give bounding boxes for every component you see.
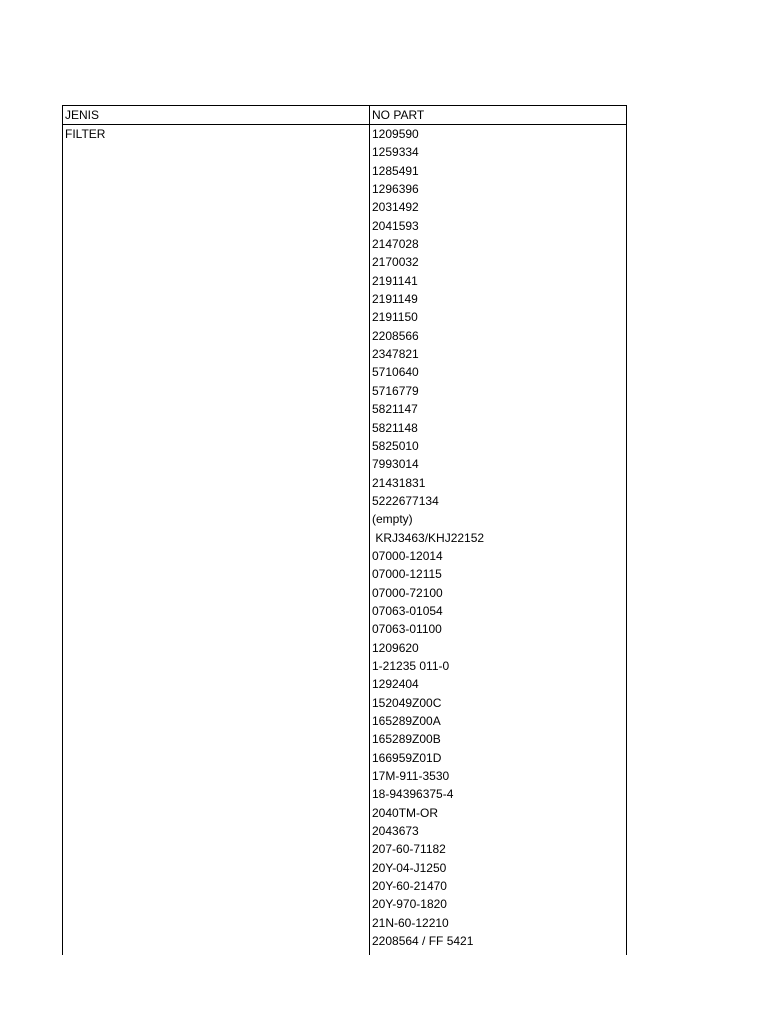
part-number-cell[interactable]: 07063-01054 xyxy=(372,603,443,618)
part-number-cell[interactable]: 2191141 xyxy=(372,273,418,288)
part-number-cell[interactable]: 2031492 xyxy=(372,200,419,215)
part-number-cell[interactable]: 5716779 xyxy=(372,383,419,398)
part-number-cell[interactable]: 2170032 xyxy=(372,255,419,270)
part-number-cell[interactable]: 18-94396375-4 xyxy=(372,787,454,802)
part-number-cell[interactable]: 20Y-60-21470 xyxy=(372,879,447,894)
part-number-cell[interactable]: 2147028 xyxy=(372,237,419,252)
part-number-cell[interactable]: 7993014 xyxy=(372,457,419,472)
category-cell[interactable]: FILTER xyxy=(65,127,106,141)
part-number-cell[interactable]: 1296396 xyxy=(372,182,419,197)
part-number-cell[interactable]: 1259334 xyxy=(372,145,419,160)
part-number-cell[interactable]: 2191150 xyxy=(372,310,418,325)
part-number-cell[interactable]: 21N-60-12210 xyxy=(372,915,449,930)
part-number-list xyxy=(372,125,484,950)
part-number-cell[interactable]: 2347821 xyxy=(372,347,419,362)
part-number-cell[interactable]: 2191149 xyxy=(372,292,418,307)
part-number-cell[interactable]: 165289Z00A xyxy=(372,714,441,728)
header-no-part[interactable]: NO PART xyxy=(372,108,425,122)
part-number-cell[interactable]: (empty) xyxy=(372,512,413,527)
spreadsheet-table xyxy=(62,105,627,955)
part-number-cell[interactable]: 20Y-970-1820 xyxy=(372,897,447,912)
part-number-cell[interactable]: 21431831 xyxy=(372,475,426,490)
column-divider xyxy=(369,106,370,955)
part-number-cell[interactable]: 2040TM-OR xyxy=(372,805,439,820)
part-number-cell[interactable]: 17M-911-3530 xyxy=(372,769,450,784)
part-number-cell[interactable]: 5825010 xyxy=(372,438,419,453)
table-header-row xyxy=(63,106,626,125)
part-number-cell[interactable]: 1209620 xyxy=(372,640,419,655)
part-number-cell[interactable]: 1285491 xyxy=(372,163,419,178)
part-number-cell[interactable]: 1209590 xyxy=(372,127,419,141)
part-number-cell[interactable]: 07063-01100 xyxy=(372,622,442,637)
part-number-cell[interactable]: 207-60-71182 xyxy=(372,842,446,857)
part-number-cell[interactable]: 07000-12014 xyxy=(372,548,443,563)
part-number-cell[interactable]: 5710640 xyxy=(372,365,419,380)
part-number-cell[interactable]: 07000-12115 xyxy=(372,567,442,582)
part-number-cell[interactable]: 165289Z00B xyxy=(372,732,441,747)
part-number-cell[interactable]: 5821147 xyxy=(372,402,418,417)
part-number-cell[interactable]: 2041593 xyxy=(372,218,419,233)
part-number-cell[interactable]: 166959Z01D xyxy=(372,750,442,765)
header-jenis[interactable]: JENIS xyxy=(65,108,100,122)
part-number-cell[interactable]: 20Y-04-J1250 xyxy=(372,860,447,875)
part-number-cell[interactable]: 5821148 xyxy=(372,420,418,435)
part-number-cell[interactable]: KRJ3463/KHJ22152 xyxy=(372,530,485,545)
part-number-cell[interactable]: 07000-72100 xyxy=(372,585,443,600)
part-number-cell[interactable]: 2208564 / FF 5421 xyxy=(372,934,474,949)
part-number-cell[interactable]: 152049Z00C xyxy=(372,695,442,710)
part-number-cell[interactable]: 2208566 xyxy=(372,328,419,343)
part-number-cell[interactable]: 5222677134 xyxy=(372,493,439,508)
part-number-cell[interactable]: 1-21235 011-0 xyxy=(372,658,450,673)
part-number-cell[interactable]: 2043673 xyxy=(372,824,419,839)
part-number-cell[interactable]: 1292404 xyxy=(372,677,419,692)
